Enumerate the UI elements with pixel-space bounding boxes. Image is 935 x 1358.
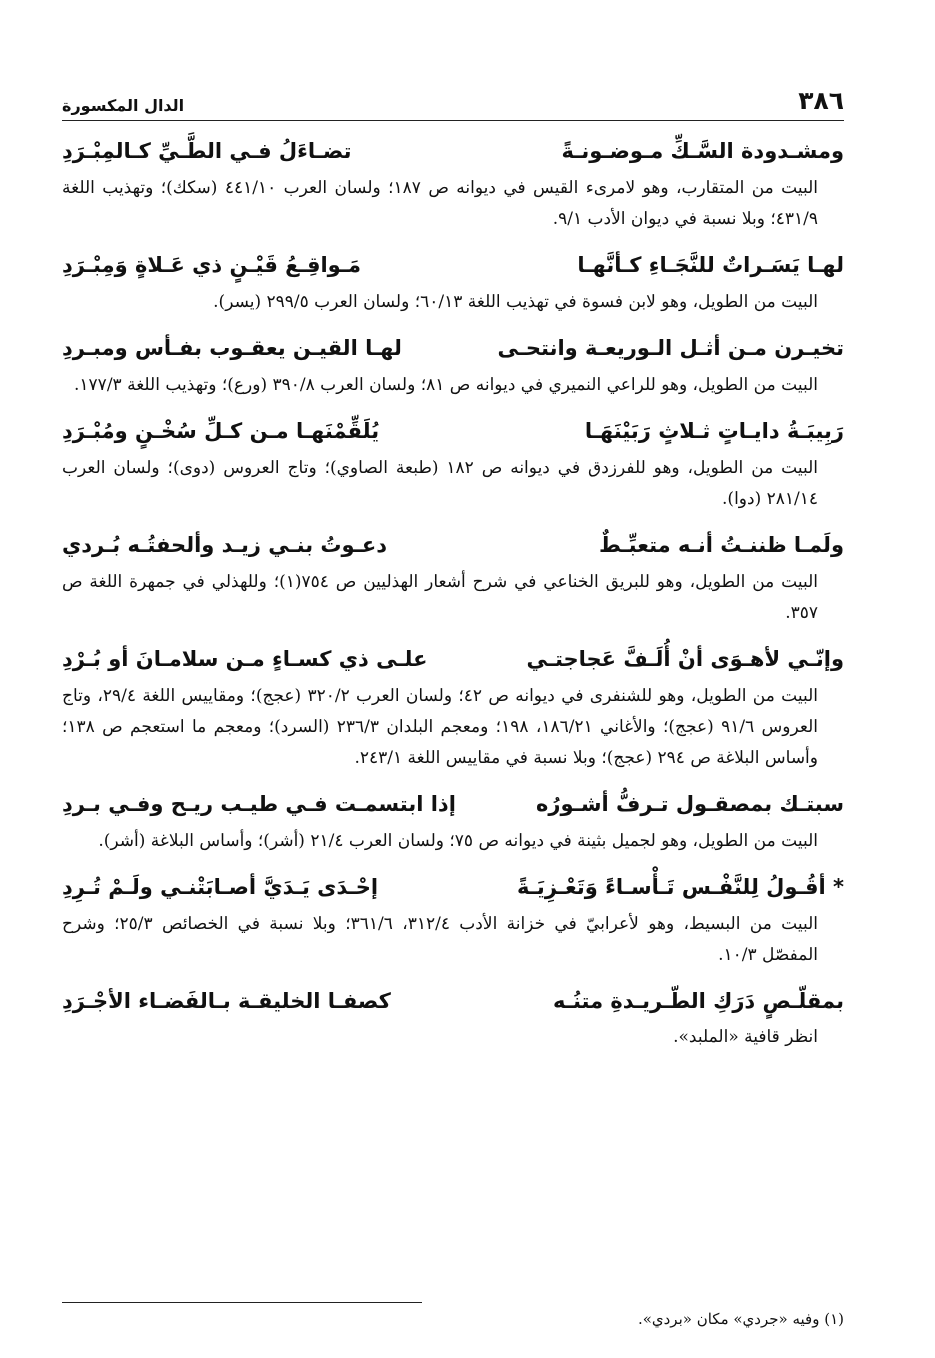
verse-line [62, 409, 844, 453]
verse-entry [62, 865, 844, 971]
first-hemistich: سبتـك بمصقـول تـرفُّ أشـورُه [536, 792, 844, 816]
first-hemistich: ولَمـا ظننـتُ أنـه متعبِّـطٌ [598, 533, 844, 557]
second-hemistich: تضـاءَلُ فـي الطَّـيِّ كـالمِبْـرَدِ [62, 139, 352, 163]
verse-entry [62, 979, 844, 1051]
verse-entry [62, 782, 844, 857]
verse-line [62, 243, 844, 287]
first-hemistich: * أقُـولُ لِلنَّفْـس تَـأْسـاءً وَتَعْـزِيَـةً [517, 875, 844, 899]
verse-entry [62, 637, 844, 774]
verse-line [62, 979, 844, 1023]
verse-line [62, 523, 844, 567]
verse-entry [62, 523, 844, 629]
page-number: ٣٨٦ [788, 86, 844, 116]
footnote-divider [62, 1302, 422, 1303]
second-hemistich: مَـواقِـعُ قَيْـنٍ ذي عَـلاةٍ وَمِبْـرَدِ [62, 253, 361, 277]
verse-note: انظر قافية «الملبد». [673, 1027, 818, 1047]
first-hemistich: بمقلّـصٍ دَرَكِ الطّـريـدةِ متنُـه [553, 989, 844, 1013]
verse-note: البيت من الطويل، وهو للشنفرى في ديوانه ص ٤٢؛ ولسان العرب ٣٢٠/٢ (عجج)؛ ومقاييس اللغة ٢٩/٤، وتاج العروس ٩١/٦ (عجج)؛ والأغاني ١٨٦/٢١، ١٩٨؛ ومعجم البلدان ٢٣٦/٣ (السرد)؛ ومعجم ما استعجم ص ١٣٨؛ وأساس البلاغة ص ٢٩٤ (عجج)؛ وبلا نسبة في مقاييس اللغة ٢٤٣/١. [62, 686, 819, 768]
verse-entry [62, 409, 844, 515]
verse-line [62, 326, 844, 370]
verse-line [62, 129, 844, 173]
verse-entry [62, 326, 844, 401]
verse-entry [62, 129, 844, 235]
running-title: الدال المكسورة [62, 96, 185, 115]
second-hemistich: دعـوتُ بنـي زيـد وألحفتُـه بُـردي [62, 533, 387, 557]
first-hemistich: تخيـرن مـن أثـل الـوريعـة وانتحـى [497, 336, 844, 360]
verse-note: البيت من الطويل، وهو للفرزدق في ديوانه ص ١٨٢ (طبعة الصاوي)؛ وتاج العروس (دوى)؛ ولسان العرب ٢٨١/١٤ (دوا). [62, 458, 819, 509]
first-hemistich: لهـا يَسَـراتٌ للنَّجَـاءِ كـأنَّهـا [577, 253, 844, 277]
second-hemistich: إذا ابتسمـت فـي طيـب ريـح وفـي بـردِ [62, 792, 456, 816]
footnote: (١) وفيه «جردي» مكان «بردي». [637, 1310, 844, 1328]
verse-line [62, 637, 844, 681]
verse-note: البيت من الطويل، وهو لابن فسوة في تهذيب اللغة ٦٠/١٣؛ ولسان العرب ٢٩٩/٥ (يسر). [213, 292, 818, 312]
verse-note: البيت من المتقارب، وهو لامرىء القيس في ديوانه ص ١٨٧؛ ولسان العرب ٤٤١/١٠ (سكك)؛ وتهذيب اللغة ٤٣١/٩؛ وبلا نسبة في ديوان الأدب ٩/١. [62, 178, 819, 229]
verse-line [62, 782, 844, 826]
first-hemistich: رَبِيبَـةُ دايـاتٍ ثـلاثٍ رَبَيْنَهَـا [584, 419, 844, 443]
verse-note: البيت من البسيط، وهو لأعرابيّ في خزانة الأدب ٣١٢/٤، ٣٦١/٦؛ وبلا نسبة في الخصائص ٢٥/٣؛ وشرح المفصّل ١٠/٣. [62, 914, 818, 965]
second-hemistich: كصفـا الخليقـة بـالفَضـاء الأجْـرَدِ [62, 989, 391, 1013]
page-body [62, 86, 844, 1051]
page-header [62, 86, 844, 121]
verse-note: البيت من الطويل، وهو للراعي النميري في ديوانه ص ٨١؛ ولسان العرب ٣٩٠/٨ (ورع)؛ وتهذيب اللغة ١٧٧/٣. [74, 375, 818, 395]
verse-note: البيت من الطويل، وهو لجميل بثينة في ديوانه ص ٧٥؛ ولسان العرب ٢١/٤ (أشر)؛ وأساس البلاغة (أشر). [98, 831, 818, 851]
second-hemistich: إحْـدَى يَـدَيَّ أصـابَتْنـي ولَـمْ تُـرِدِ [62, 875, 379, 899]
second-hemistich: علـى ذي كسـاءٍ مـن سلامـانَ أو بُـرْدِ [62, 647, 428, 671]
first-hemistich: وإنّـي لأهـوَى أنْ أُلَـفَّ عَجاجتـي [526, 647, 844, 671]
verse-note: البيت من الطويل، وهو للبريق الخناعي في شرح أشعار الهذليين ص ٧٥٤(١)؛ وللهذلي في جمهرة اللغة ص ٣٥٧. [62, 572, 818, 623]
verse-entry [62, 243, 844, 318]
first-hemistich: ومشـدودة السَّـكِّ مـوضـونـةً [561, 139, 844, 163]
second-hemistich: يُلَقِّمْنَهـا مـن كـلِّ سُخْـنٍ ومُبْـرَدِ [62, 419, 380, 443]
second-hemistich: لهـا القيـن يعقـوب بفـأس ومبـردِ [62, 336, 402, 360]
verse-line [62, 865, 844, 909]
